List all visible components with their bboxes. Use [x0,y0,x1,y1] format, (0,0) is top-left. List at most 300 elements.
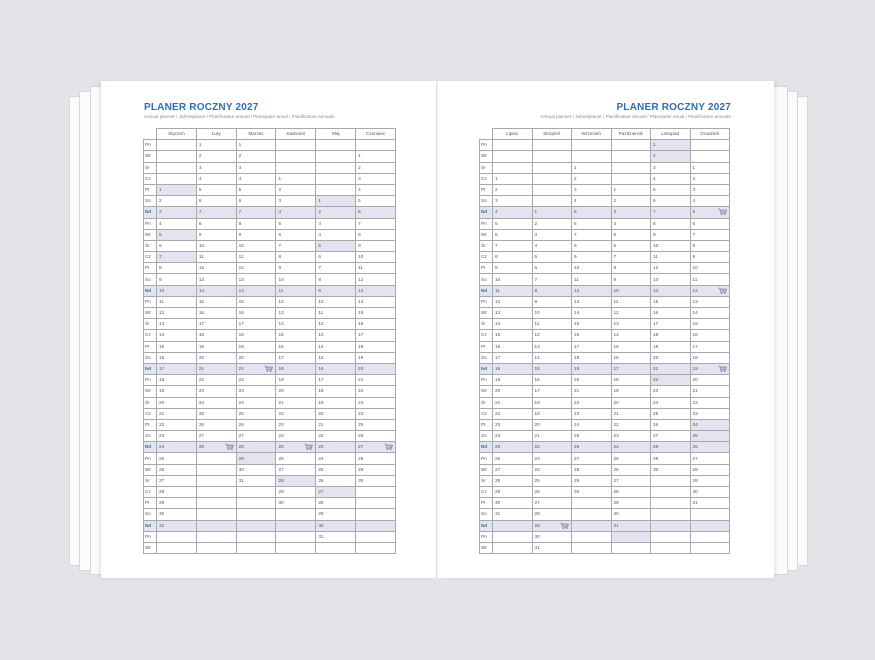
day-cell[interactable] [196,319,236,330]
day-cell[interactable] [236,229,276,240]
day-cell[interactable] [690,263,730,274]
day-cell[interactable] [690,520,730,531]
day-cell[interactable] [690,274,730,285]
day-cell[interactable] [276,464,316,475]
day-cell[interactable] [157,363,197,374]
day-cell[interactable] [493,531,533,542]
day-cell[interactable] [532,207,572,218]
day-cell[interactable] [316,363,356,374]
day-cell[interactable] [236,386,276,397]
day-cell[interactable] [316,464,356,475]
day-cell[interactable] [651,419,691,430]
day-cell[interactable] [157,397,197,408]
day-cell[interactable] [651,296,691,307]
day-cell[interactable] [493,184,533,195]
day-cell[interactable] [196,285,236,296]
day-cell[interactable] [316,531,356,542]
day-cell[interactable] [651,542,691,553]
day-cell[interactable] [493,408,533,419]
day-cell[interactable] [611,442,651,453]
day-cell[interactable] [236,285,276,296]
day-cell[interactable] [276,509,316,520]
day-cell[interactable] [532,196,572,207]
day-cell[interactable] [651,240,691,251]
day-cell[interactable] [690,464,730,475]
day-cell[interactable] [572,173,612,184]
day-cell[interactable] [236,352,276,363]
day-cell[interactable] [276,151,316,162]
day-cell[interactable] [356,162,396,173]
day-cell[interactable] [493,542,533,553]
day-cell[interactable] [356,386,396,397]
day-cell[interactable] [196,442,236,453]
day-cell[interactable] [611,319,651,330]
day-cell[interactable] [276,263,316,274]
day-cell[interactable] [651,252,691,263]
day-cell[interactable] [690,363,730,374]
day-cell[interactable] [532,330,572,341]
day-cell[interactable] [157,419,197,430]
day-cell[interactable] [493,397,533,408]
day-cell[interactable] [493,240,533,251]
day-cell[interactable] [276,542,316,553]
day-cell[interactable] [356,196,396,207]
day-cell[interactable] [157,386,197,397]
day-cell[interactable] [196,229,236,240]
day-cell[interactable] [532,453,572,464]
day-cell[interactable] [276,274,316,285]
day-cell[interactable] [572,184,612,195]
day-cell[interactable] [572,531,612,542]
day-cell[interactable] [236,408,276,419]
day-cell[interactable] [236,542,276,553]
day-cell[interactable] [572,218,612,229]
day-cell[interactable] [532,162,572,173]
day-cell[interactable] [196,520,236,531]
day-cell[interactable] [356,397,396,408]
day-cell[interactable] [572,475,612,486]
day-cell[interactable] [532,431,572,442]
day-cell[interactable] [316,408,356,419]
day-cell[interactable] [196,375,236,386]
day-cell[interactable] [276,173,316,184]
day-cell[interactable] [690,330,730,341]
day-cell[interactable] [316,341,356,352]
day-cell[interactable] [493,229,533,240]
day-cell[interactable] [493,363,533,374]
day-cell[interactable] [276,498,316,509]
day-cell[interactable] [690,207,730,218]
day-cell[interactable] [651,475,691,486]
day-cell[interactable] [611,274,651,285]
day-cell[interactable] [572,363,612,374]
day-cell[interactable] [611,218,651,229]
day-cell[interactable] [532,498,572,509]
day-cell[interactable] [493,375,533,386]
day-cell[interactable] [276,386,316,397]
day-cell[interactable] [493,475,533,486]
day-cell[interactable] [493,520,533,531]
day-cell[interactable] [196,509,236,520]
day-cell[interactable] [572,308,612,319]
day-cell[interactable] [611,531,651,542]
day-cell[interactable] [651,487,691,498]
day-cell[interactable] [532,285,572,296]
day-cell[interactable] [611,498,651,509]
day-cell[interactable] [356,487,396,498]
day-cell[interactable] [236,240,276,251]
day-cell[interactable] [316,274,356,285]
day-cell[interactable] [572,229,612,240]
day-cell[interactable] [276,475,316,486]
day-cell[interactable] [532,151,572,162]
day-cell[interactable] [611,475,651,486]
day-cell[interactable] [651,520,691,531]
day-cell[interactable] [611,173,651,184]
day-cell[interactable] [157,184,197,195]
day-cell[interactable] [572,419,612,430]
day-cell[interactable] [236,431,276,442]
day-cell[interactable] [493,252,533,263]
day-cell[interactable] [196,207,236,218]
day-cell[interactable] [276,453,316,464]
day-cell[interactable] [611,419,651,430]
day-cell[interactable] [316,173,356,184]
day-cell[interactable] [316,207,356,218]
day-cell[interactable] [493,341,533,352]
day-cell[interactable] [651,397,691,408]
day-cell[interactable] [196,218,236,229]
day-cell[interactable] [157,240,197,251]
day-cell[interactable] [651,218,691,229]
day-cell[interactable] [356,140,396,151]
day-cell[interactable] [316,151,356,162]
day-cell[interactable] [356,296,396,307]
day-cell[interactable] [651,207,691,218]
day-cell[interactable] [157,173,197,184]
day-cell[interactable] [196,498,236,509]
day-cell[interactable] [532,184,572,195]
day-cell[interactable] [532,520,572,531]
day-cell[interactable] [356,464,396,475]
day-cell[interactable] [236,173,276,184]
day-cell[interactable] [196,308,236,319]
day-cell[interactable] [157,285,197,296]
day-cell[interactable] [236,453,276,464]
day-cell[interactable] [356,330,396,341]
day-cell[interactable] [356,453,396,464]
day-cell[interactable] [572,386,612,397]
day-cell[interactable] [157,542,197,553]
day-cell[interactable] [651,285,691,296]
day-cell[interactable] [690,173,730,184]
day-cell[interactable] [157,319,197,330]
day-cell[interactable] [196,542,236,553]
day-cell[interactable] [157,207,197,218]
day-cell[interactable] [651,229,691,240]
day-cell[interactable] [532,173,572,184]
day-cell[interactable] [690,296,730,307]
day-cell[interactable] [196,386,236,397]
day-cell[interactable] [276,319,316,330]
day-cell[interactable] [572,542,612,553]
day-cell[interactable] [157,252,197,263]
day-cell[interactable] [611,140,651,151]
day-cell[interactable] [493,173,533,184]
day-cell[interactable] [532,296,572,307]
day-cell[interactable] [611,308,651,319]
day-cell[interactable] [157,487,197,498]
day-cell[interactable] [651,363,691,374]
day-cell[interactable] [572,151,612,162]
day-cell[interactable] [157,442,197,453]
day-cell[interactable] [493,285,533,296]
day-cell[interactable] [316,431,356,442]
day-cell[interactable] [356,285,396,296]
day-cell[interactable] [196,408,236,419]
day-cell[interactable] [196,453,236,464]
day-cell[interactable] [236,520,276,531]
day-cell[interactable] [196,363,236,374]
day-cell[interactable] [572,375,612,386]
day-cell[interactable] [532,386,572,397]
day-cell[interactable] [611,520,651,531]
day-cell[interactable] [316,520,356,531]
day-cell[interactable] [276,308,316,319]
day-cell[interactable] [236,330,276,341]
day-cell[interactable] [532,408,572,419]
day-cell[interactable] [276,140,316,151]
day-cell[interactable] [493,308,533,319]
day-cell[interactable] [157,509,197,520]
day-cell[interactable] [236,140,276,151]
day-cell[interactable] [690,240,730,251]
day-cell[interactable] [572,453,612,464]
day-cell[interactable] [572,330,612,341]
day-cell[interactable] [236,464,276,475]
day-cell[interactable] [236,397,276,408]
day-cell[interactable] [157,520,197,531]
day-cell[interactable] [157,229,197,240]
day-cell[interactable] [651,263,691,274]
day-cell[interactable] [157,431,197,442]
day-cell[interactable] [572,296,612,307]
day-cell[interactable] [493,274,533,285]
day-cell[interactable] [493,509,533,520]
day-cell[interactable] [532,263,572,274]
day-cell[interactable] [690,442,730,453]
day-cell[interactable] [611,196,651,207]
day-cell[interactable] [651,531,691,542]
day-cell[interactable] [236,319,276,330]
day-cell[interactable] [196,274,236,285]
day-cell[interactable] [356,263,396,274]
day-cell[interactable] [532,475,572,486]
day-cell[interactable] [611,341,651,352]
day-cell[interactable] [316,419,356,430]
day-cell[interactable] [532,352,572,363]
day-cell[interactable] [572,464,612,475]
day-cell[interactable] [651,352,691,363]
day-cell[interactable] [276,352,316,363]
day-cell[interactable] [611,453,651,464]
day-cell[interactable] [651,408,691,419]
day-cell[interactable] [532,464,572,475]
day-cell[interactable] [611,363,651,374]
day-cell[interactable] [196,263,236,274]
day-cell[interactable] [276,240,316,251]
day-cell[interactable] [236,363,276,374]
day-cell[interactable] [356,319,396,330]
day-cell[interactable] [651,498,691,509]
day-cell[interactable] [236,375,276,386]
day-cell[interactable] [196,240,236,251]
day-cell[interactable] [316,285,356,296]
day-cell[interactable] [611,542,651,553]
day-cell[interactable] [572,442,612,453]
day-cell[interactable] [651,319,691,330]
day-cell[interactable] [611,464,651,475]
day-cell[interactable] [611,509,651,520]
day-cell[interactable] [356,240,396,251]
day-cell[interactable] [276,419,316,430]
day-cell[interactable] [611,207,651,218]
day-cell[interactable] [236,509,276,520]
day-cell[interactable] [196,419,236,430]
day-cell[interactable] [236,487,276,498]
day-cell[interactable] [276,408,316,419]
day-cell[interactable] [196,475,236,486]
day-cell[interactable] [157,341,197,352]
day-cell[interactable] [356,308,396,319]
day-cell[interactable] [572,196,612,207]
day-cell[interactable] [316,352,356,363]
day-cell[interactable] [316,263,356,274]
day-cell[interactable] [532,140,572,151]
day-cell[interactable] [276,162,316,173]
day-cell[interactable] [157,352,197,363]
day-cell[interactable] [196,431,236,442]
day-cell[interactable] [690,498,730,509]
day-cell[interactable] [690,408,730,419]
day-cell[interactable] [236,531,276,542]
day-cell[interactable] [356,520,396,531]
day-cell[interactable] [356,509,396,520]
day-cell[interactable] [572,352,612,363]
day-cell[interactable] [493,330,533,341]
day-cell[interactable] [611,330,651,341]
day-cell[interactable] [157,531,197,542]
day-cell[interactable] [196,151,236,162]
day-cell[interactable] [611,151,651,162]
day-cell[interactable] [532,218,572,229]
day-cell[interactable] [611,397,651,408]
day-cell[interactable] [690,151,730,162]
day-cell[interactable] [572,431,612,442]
day-cell[interactable] [316,330,356,341]
day-cell[interactable] [316,319,356,330]
day-cell[interactable] [690,475,730,486]
day-cell[interactable] [690,542,730,553]
day-cell[interactable] [493,319,533,330]
day-cell[interactable] [651,162,691,173]
day-cell[interactable] [651,431,691,442]
day-cell[interactable] [316,442,356,453]
day-cell[interactable] [316,397,356,408]
day-cell[interactable] [651,173,691,184]
day-cell[interactable] [493,442,533,453]
day-cell[interactable] [316,498,356,509]
day-cell[interactable] [532,341,572,352]
day-cell[interactable] [356,408,396,419]
day-cell[interactable] [157,453,197,464]
day-cell[interactable] [611,431,651,442]
day-cell[interactable] [356,542,396,553]
day-cell[interactable] [157,196,197,207]
day-cell[interactable] [651,308,691,319]
day-cell[interactable] [276,520,316,531]
day-cell[interactable] [157,464,197,475]
day-cell[interactable] [276,487,316,498]
day-cell[interactable] [236,184,276,195]
day-cell[interactable] [157,375,197,386]
day-cell[interactable] [651,341,691,352]
day-cell[interactable] [572,263,612,274]
day-cell[interactable] [611,386,651,397]
day-cell[interactable] [532,542,572,553]
day-cell[interactable] [651,375,691,386]
day-cell[interactable] [690,162,730,173]
day-cell[interactable] [651,464,691,475]
day-cell[interactable] [316,542,356,553]
day-cell[interactable] [276,252,316,263]
day-cell[interactable] [196,352,236,363]
day-cell[interactable] [356,419,396,430]
day-cell[interactable] [316,218,356,229]
day-cell[interactable] [532,531,572,542]
day-cell[interactable] [276,531,316,542]
day-cell[interactable] [276,375,316,386]
day-cell[interactable] [532,487,572,498]
day-cell[interactable] [276,218,316,229]
day-cell[interactable] [572,319,612,330]
day-cell[interactable] [236,263,276,274]
day-cell[interactable] [276,330,316,341]
day-cell[interactable] [196,196,236,207]
day-cell[interactable] [572,207,612,218]
day-cell[interactable] [356,207,396,218]
day-cell[interactable] [651,509,691,520]
day-cell[interactable] [196,487,236,498]
day-cell[interactable] [690,285,730,296]
day-cell[interactable] [690,341,730,352]
day-cell[interactable] [157,140,197,151]
day-cell[interactable] [276,196,316,207]
day-cell[interactable] [690,531,730,542]
day-cell[interactable] [276,341,316,352]
day-cell[interactable] [236,442,276,453]
day-cell[interactable] [690,487,730,498]
day-cell[interactable] [236,296,276,307]
day-cell[interactable] [276,207,316,218]
day-cell[interactable] [572,162,612,173]
day-cell[interactable] [611,240,651,251]
day-cell[interactable] [276,296,316,307]
day-cell[interactable] [236,196,276,207]
day-cell[interactable] [532,442,572,453]
day-cell[interactable] [196,162,236,173]
day-cell[interactable] [196,173,236,184]
